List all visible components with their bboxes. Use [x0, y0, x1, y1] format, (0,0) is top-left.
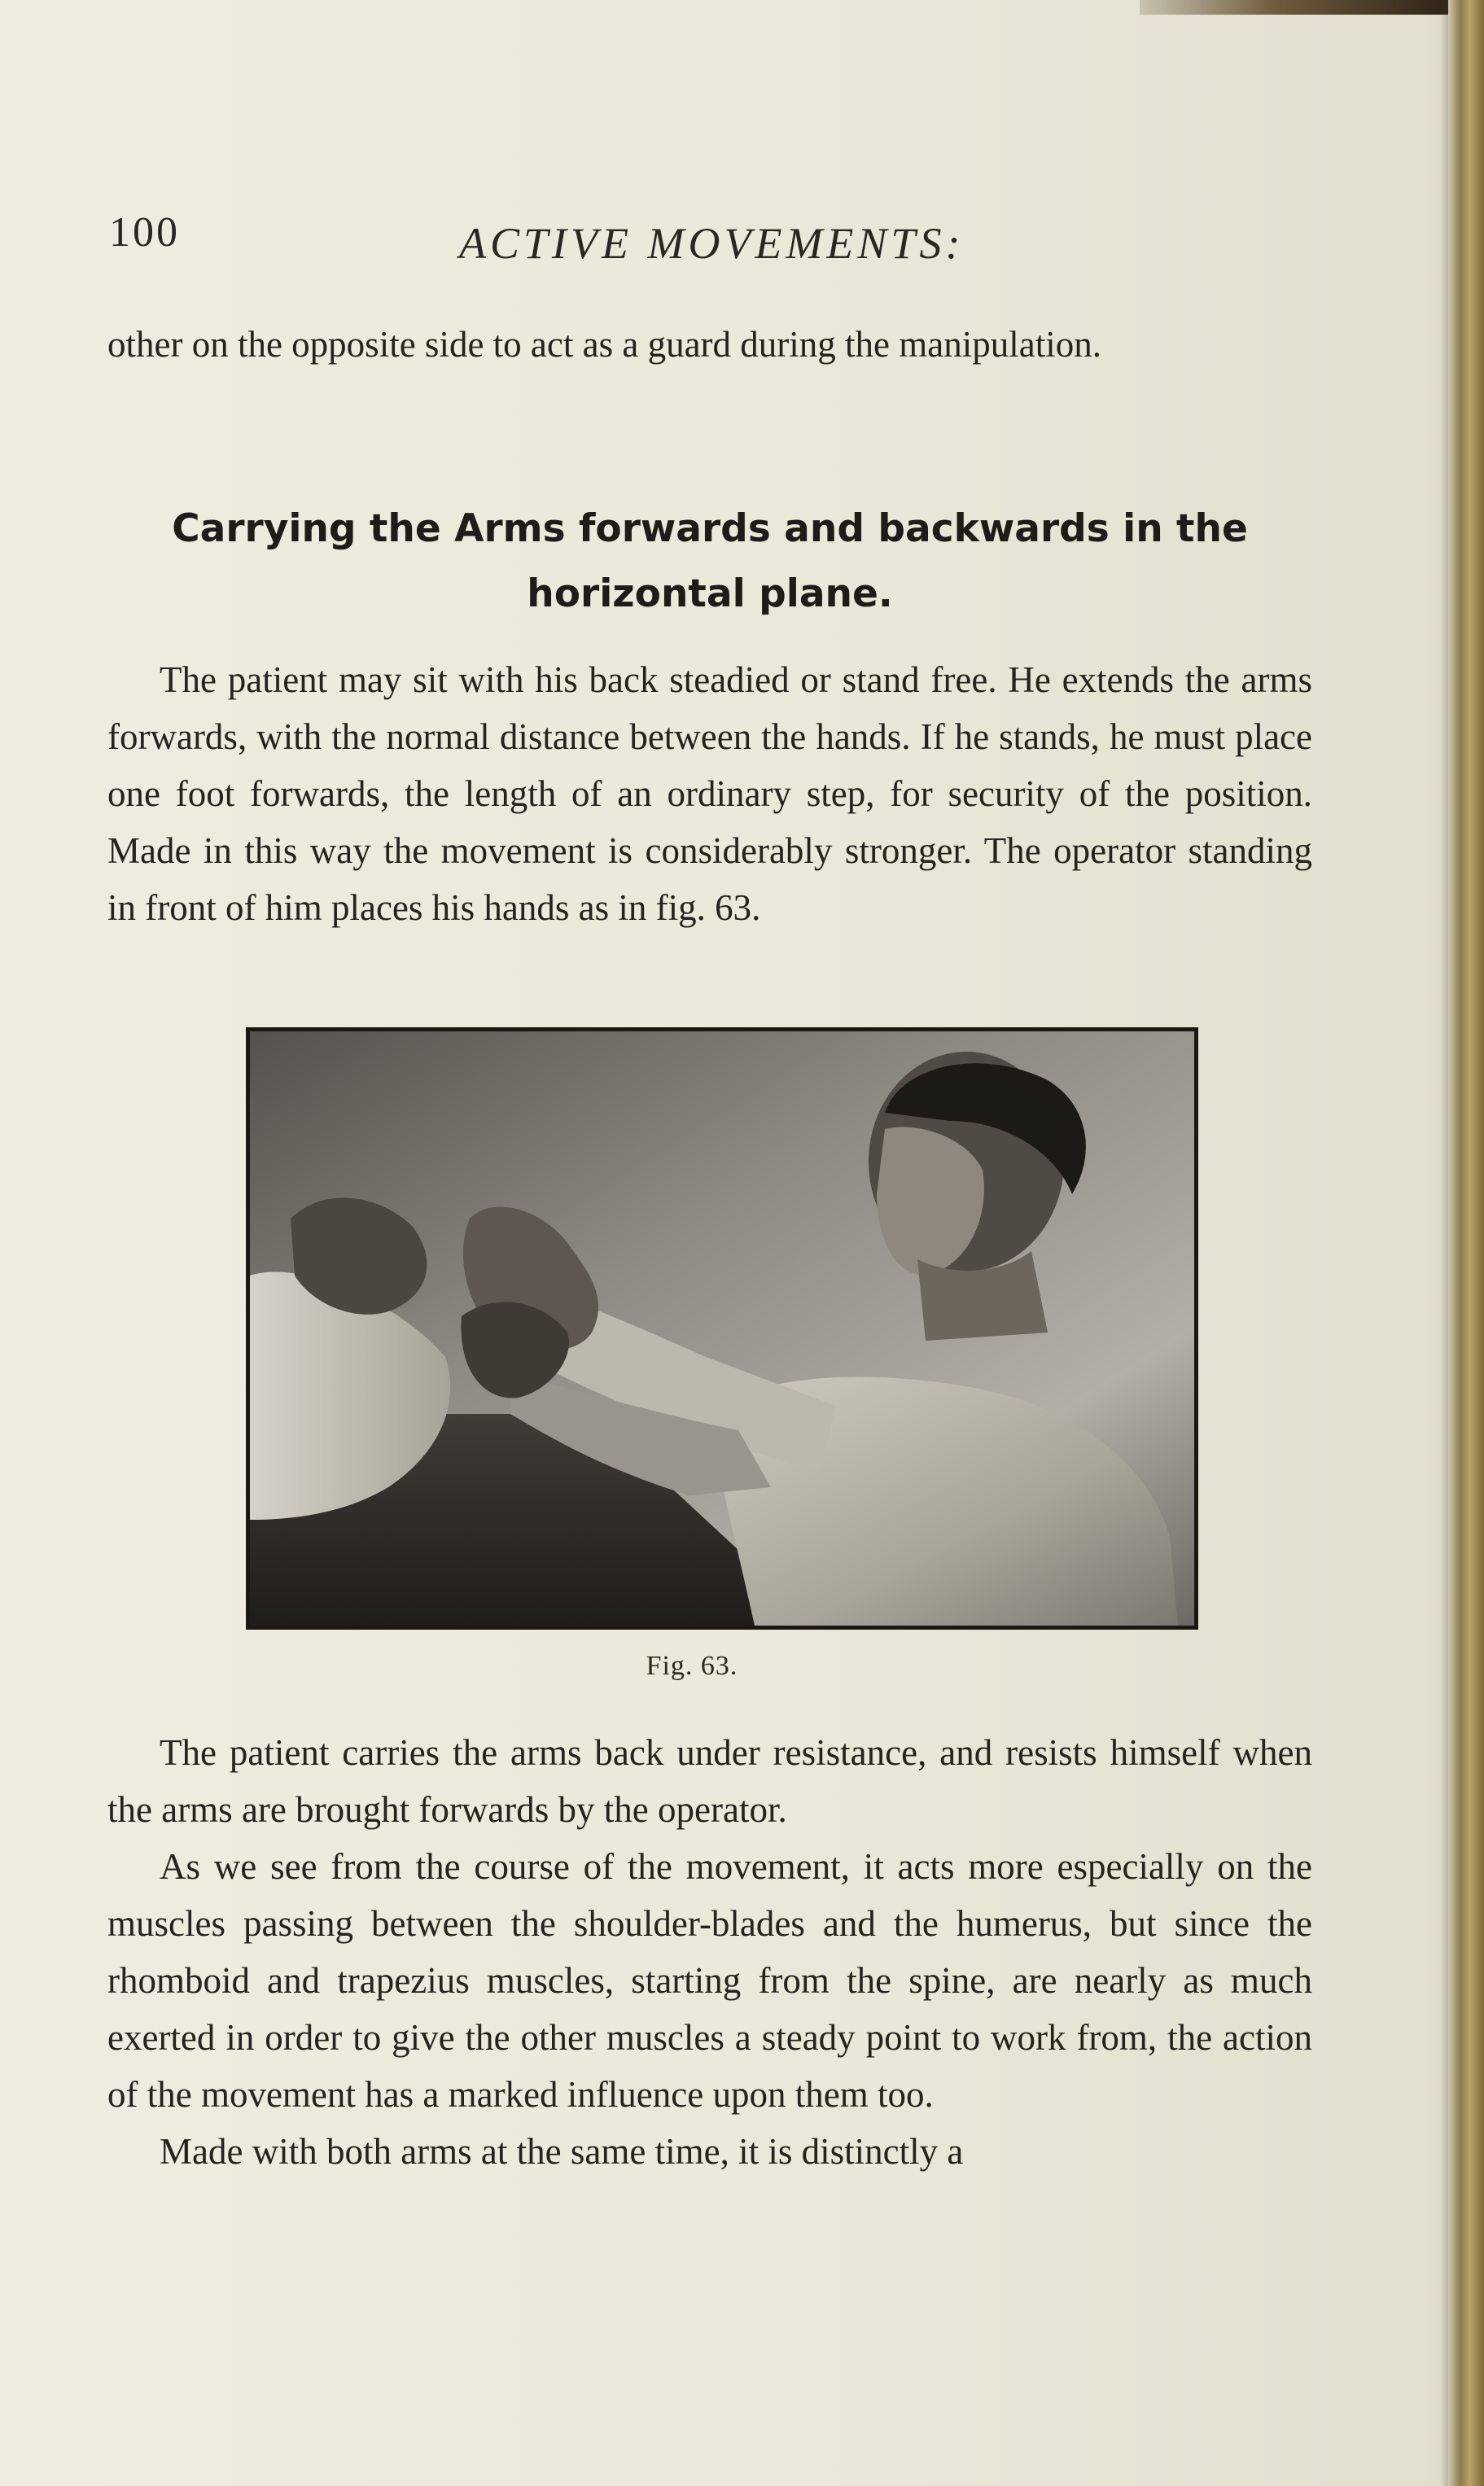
page-number: 100 — [109, 209, 180, 256]
paragraph-body — [107, 1724, 1312, 2180]
paragraph-continuation: other on the opposite side to act as a guard during the manipulation. — [107, 324, 1101, 365]
scan-edge-strip — [1140, 0, 1484, 15]
page-header — [109, 208, 1330, 282]
figure-63-photo — [246, 1027, 1198, 1630]
book-binding-edge — [1448, 0, 1484, 2486]
figure-caption: Fig. 63. — [646, 1651, 738, 1681]
paragraph-resistance-text: The patient carries the arms back under resistance, and resists himself when the arms are brought forwards by the operator. — [107, 1732, 1312, 1830]
paragraph-muscles-text: As we see from the course of the movement, it acts more especially on the muscles passing between the shoulder-blades and the humerus, but since the rhomboid and trapezius muscles, starting from the spine, are nearly as much exerted in order to give the other muscles a steady point to work from, the action of the movement has a marked influence upon them too. — [107, 1846, 1312, 2115]
paragraph-closing-text: Made with both arms at the same time, it is distinctly a — [160, 2131, 964, 2172]
running-head: ACTIVE MOVEMENTS: — [459, 219, 965, 268]
photo-illustration — [250, 1031, 1194, 1626]
paragraph-instructions — [107, 651, 1312, 936]
paragraph-instructions-text: The patient may sit with his back steadied or stand free. He extends the arms forwards, with the normal distance between the hands. If he stands, he must place one foot forwards, the length of an ordinary step, for security of the position. Made in this way the movement is considerably stronger. The operator standing in front of him places his hands as in fig. 63. — [107, 659, 1312, 928]
page-gutter-shadow — [1440, 0, 1448, 2486]
section-heading: Carrying the Arms forwards and backwards in the horizontal plane. — [172, 506, 1248, 616]
